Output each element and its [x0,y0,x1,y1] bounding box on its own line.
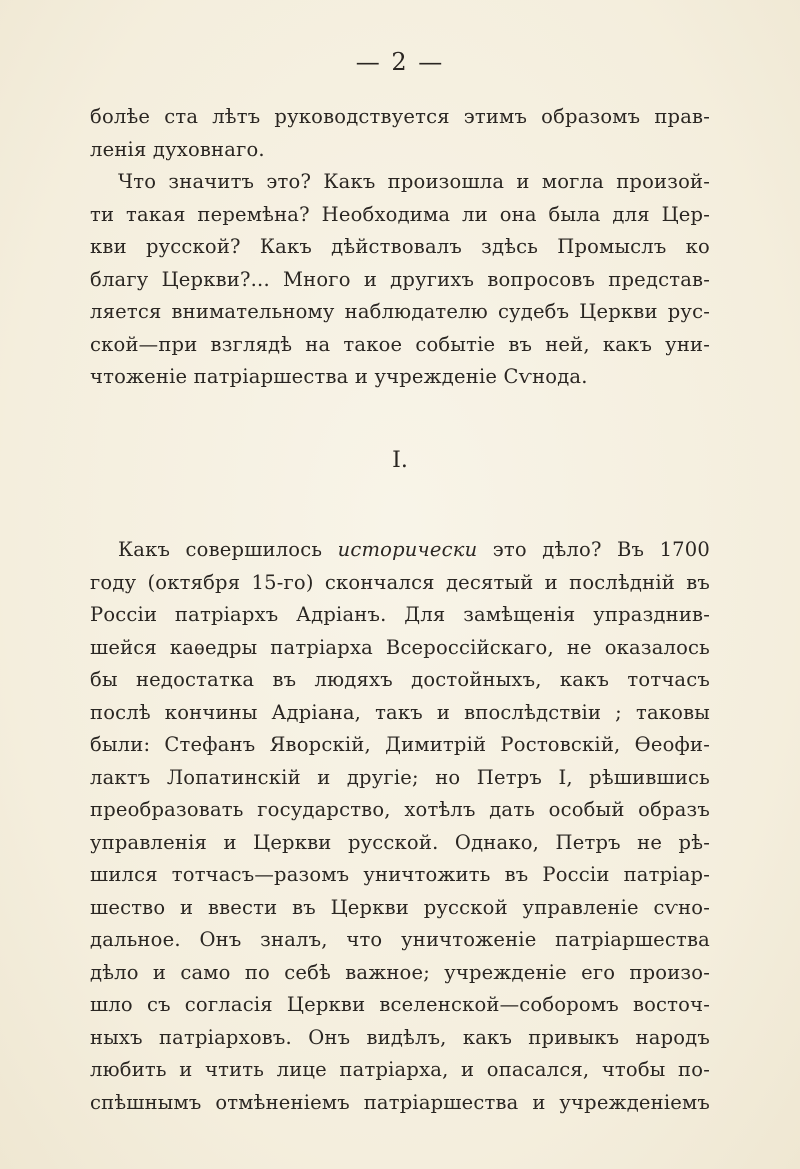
text-line: ти такая перемѣна? Необходима ли она была для Цер- [90,202,710,226]
text-line: послѣ кончины Адріана, такъ и впослѣдствіи ; таковы [90,700,710,724]
text-line: дальное. Онъ зналъ, что уничтоженіе патріаршества [90,928,710,951]
text-line: были: Стефанъ Яворскій, Димитрій Ростовскій, Ѳеофи- [90,733,710,756]
text-line [90,534,710,567]
text-line: болѣе ста лѣтъ руководствуется этимъ образомъ прав- [90,105,710,128]
text-line: ляется внимательному наблюдателю судебъ Церкви рус- [90,300,710,323]
paragraph-block-section-1 [90,534,710,1119]
text-fragment: это дѣло? Въ 1700 [477,538,710,561]
text-line: Что значитъ это? Какъ произошла и могла произой- [118,170,710,193]
text-line: любить и чтить лице патріарха, и опасался, чтобы по- [90,1058,710,1081]
text-line: Россіи патріархъ Адріанъ. Для замѣщенія упразднив- [90,603,710,626]
text-line: преобразовать государство, хотѣлъ дать особый образъ [90,798,710,821]
text-line: шество и ввести въ Церкви русской управленіе сѵно- [90,895,710,919]
text-line: шло съ согласія Церкви вселенской—соборомъ восточ- [90,993,710,1016]
text-line: ленія духовнаго. [90,137,265,161]
paragraph-block-intro [90,101,710,394]
text-line: бы недостатка въ людяхъ достойныхъ, какъ тотчасъ [90,668,710,691]
section-heading: I. [392,448,408,473]
text-line: лактъ Лопатинскій и другіе; но Петръ І, рѣшившись [90,765,710,789]
text-line: кви русской? Какъ дѣйствовалъ здѣсь Промыслъ ко [90,235,710,258]
text-line: шился тотчасъ—разомъ уничтожить въ Россіи патріар- [90,863,710,886]
page-number: — 2 — [355,48,445,76]
text-line: дѣло и само по себѣ важное; учрежденіе его произо- [90,960,710,984]
emphasized-word: исторически [337,538,478,561]
text-line: ской—при взглядѣ на такое событіе въ ней, какъ уни- [90,332,710,356]
text-line: шейся каѳедры патріарха Всероссійскаго, не оказалось [90,635,710,659]
text-line: ныхъ патріарховъ. Онъ видѣлъ, какъ привыкъ народъ [90,1025,710,1049]
text-fragment: Какъ совершилось [118,538,338,561]
text-line: благу Церкви?... Много и другихъ вопросовъ представ- [90,267,710,291]
text-line: управленія и Церкви русской. Однако, Петръ не рѣ- [90,830,710,854]
text-line: году (октября 15-го) скончался десятый и послѣдній въ [90,570,710,594]
text-line: спѣшнымъ отмѣненіемъ патріаршества и учрежденіемъ [90,1090,710,1114]
text-line: чтоженіе патріаршества и учрежденіе Сѵнода. [90,365,588,388]
